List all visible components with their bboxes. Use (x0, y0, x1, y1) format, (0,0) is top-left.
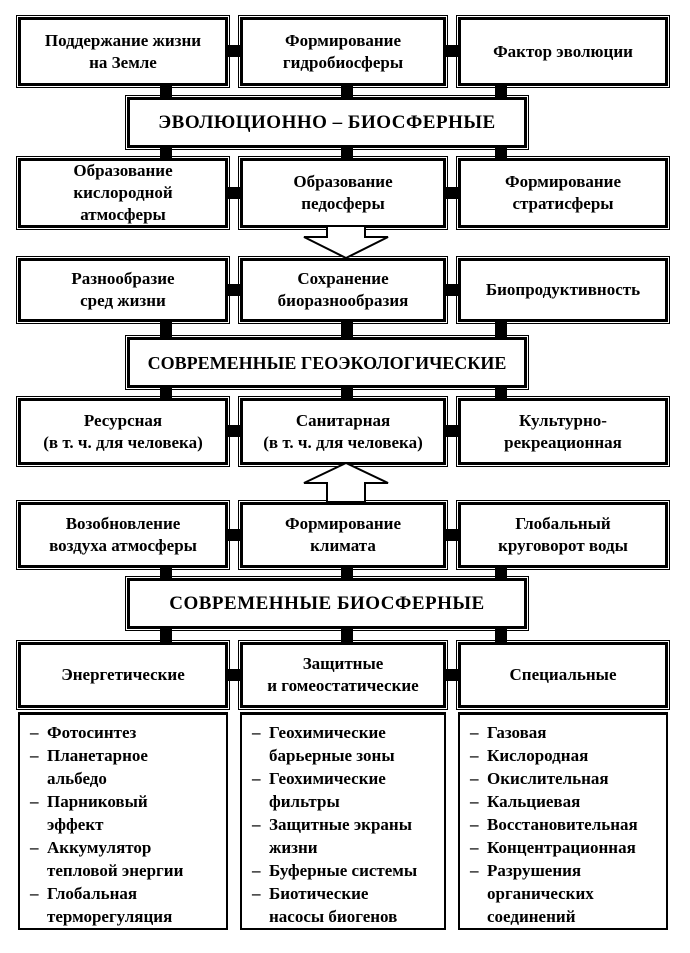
text-line: Поддержание жизни (44, 30, 202, 50)
list-item-text: Концентрационная (487, 838, 636, 857)
text-line: круговорот воды (498, 536, 628, 555)
category-energetic (18, 642, 228, 708)
list-item-text: Глобальная терморегуляция (47, 884, 173, 926)
list-item (460, 721, 642, 744)
dash-bullet: – (470, 815, 479, 834)
text-line: Культурно- (519, 410, 607, 430)
box-resource-function (18, 398, 228, 465)
text-line: Биопродуктивность (485, 280, 641, 299)
box-bioproductivity (458, 258, 668, 322)
text-line: климата (310, 536, 376, 555)
dash-bullet: – (252, 861, 261, 880)
list-item-text: Фотосинтез (47, 723, 137, 742)
down-arrow-icon (300, 225, 392, 260)
list-item (242, 882, 420, 928)
text-line: Формирование (284, 30, 402, 50)
list-energetic (18, 712, 228, 930)
list-item (20, 790, 202, 836)
list-item-text: Парниковый эффект (47, 792, 148, 834)
box-hydrobiosphere-formation (240, 17, 446, 86)
list-item (460, 767, 642, 790)
dash-bullet: – (252, 884, 261, 903)
text-line: Возобновление (65, 514, 181, 533)
list-item (460, 744, 642, 767)
category-protective-homeostatic (240, 642, 446, 708)
dash-bullet: – (30, 838, 39, 857)
box-stratisphere-formation (458, 158, 668, 228)
list-item-text: Окислительная (487, 769, 609, 788)
text-line: Разнообразие (71, 269, 175, 288)
dash-bullet: – (252, 769, 261, 788)
dash-bullet: – (470, 861, 479, 880)
text-line: Защитные (302, 654, 384, 673)
text-line: Образование (293, 172, 393, 191)
list-item-text: Буферные системы (269, 861, 418, 880)
dash-bullet: – (30, 884, 39, 903)
text-line: (в т. ч. для человека) (43, 432, 203, 452)
text-line: Образование (73, 161, 173, 180)
list-item (242, 813, 420, 859)
list-item-text: Кальциевая (487, 792, 581, 811)
header-modern-biospheric (127, 578, 527, 629)
list-protective-homeostatic (240, 712, 446, 930)
text-line: рекреационная (504, 432, 622, 452)
list-item (460, 836, 642, 859)
list-item (20, 744, 202, 790)
list-item-text: Разрушения органических соединений (487, 861, 594, 926)
box-sanitary-function (240, 398, 446, 465)
box-air-renewal (18, 502, 228, 568)
box-evolution-factor (458, 17, 668, 86)
list-item (20, 721, 202, 744)
list-item-text: Биотические насосы биогенов (269, 884, 398, 926)
text-line: Сохранение (297, 269, 389, 288)
text-line: Глобальный (515, 514, 611, 533)
list-item (460, 859, 642, 928)
dash-bullet: – (470, 838, 479, 857)
list-item (20, 882, 202, 928)
list-item (20, 836, 202, 882)
text-line: гидробиосферы (282, 52, 404, 72)
box-cultural-recreational (458, 398, 668, 465)
up-arrow-icon (300, 462, 392, 503)
list-item (460, 790, 642, 813)
box-global-water-cycle (458, 502, 668, 568)
list-item (242, 767, 420, 813)
list-item-text: Восстановительная (487, 815, 638, 834)
dash-bullet: – (30, 746, 39, 765)
text-line: Формирование (504, 172, 622, 191)
dash-bullet: – (470, 792, 479, 811)
dash-bullet: – (30, 723, 39, 742)
list-item-text: Аккумулятор тепловой энергии (47, 838, 184, 880)
text-line: и гомеостатические (267, 676, 419, 695)
box-oxygen-atmosphere (18, 158, 228, 228)
dash-bullet: – (470, 769, 479, 788)
text-line: (в т. ч. для человека) (263, 432, 423, 452)
text-line: кислородной (73, 183, 173, 202)
text-line: биоразнообразия (277, 291, 409, 310)
text-line: Фактор эволюции (493, 41, 633, 61)
list-item-text: Кислородная (487, 746, 589, 765)
box-biodiversity-conservation (240, 258, 446, 322)
box-life-support (18, 17, 228, 86)
text-line: на Земле (89, 52, 157, 72)
text-line: Санитарная (295, 410, 391, 430)
text-line: воздуха атмосферы (49, 536, 197, 555)
text-line: стратисферы (512, 194, 614, 213)
text-line: атмосферы (80, 205, 166, 224)
category-special (458, 642, 668, 708)
header-text: СОВРЕМЕННЫЕ БИОСФЕРНЫЕ (169, 592, 485, 614)
text-line: Энергетические (61, 665, 185, 684)
list-item-text: Планетарное альбедо (47, 746, 148, 788)
header-text: СОВРЕМЕННЫЕ ГЕОЭКОЛОГИЧЕСКИЕ (147, 352, 507, 373)
text-line: Специальные (509, 665, 617, 684)
dash-bullet: – (30, 792, 39, 811)
header-text: ЭВОЛЮЦИОННО – БИОСФЕРНЫЕ (158, 111, 496, 133)
box-habitat-diversity (18, 258, 228, 322)
dash-bullet: – (252, 723, 261, 742)
dash-bullet: – (252, 815, 261, 834)
list-item (460, 813, 642, 836)
list-item-text: Газовая (487, 723, 547, 742)
text-line: Формирование (284, 514, 402, 533)
list-item (242, 721, 420, 767)
header-modern-geoecological (127, 337, 527, 388)
list-item-text: Геохимические барьерные зоны (269, 723, 395, 765)
dash-bullet: – (470, 723, 479, 742)
list-item-text: Защитные экраны жизни (269, 815, 412, 857)
text-line: сред жизни (80, 291, 166, 310)
text-line: педосферы (301, 194, 385, 213)
box-pedosphere-formation (240, 158, 446, 228)
header-evolutionary-biospheric (127, 97, 527, 148)
text-line: Ресурсная (83, 410, 163, 430)
box-climate-formation (240, 502, 446, 568)
list-special (458, 712, 668, 930)
list-item (242, 859, 420, 882)
dash-bullet: – (470, 746, 479, 765)
list-item-text: Геохимические фильтры (269, 769, 386, 811)
